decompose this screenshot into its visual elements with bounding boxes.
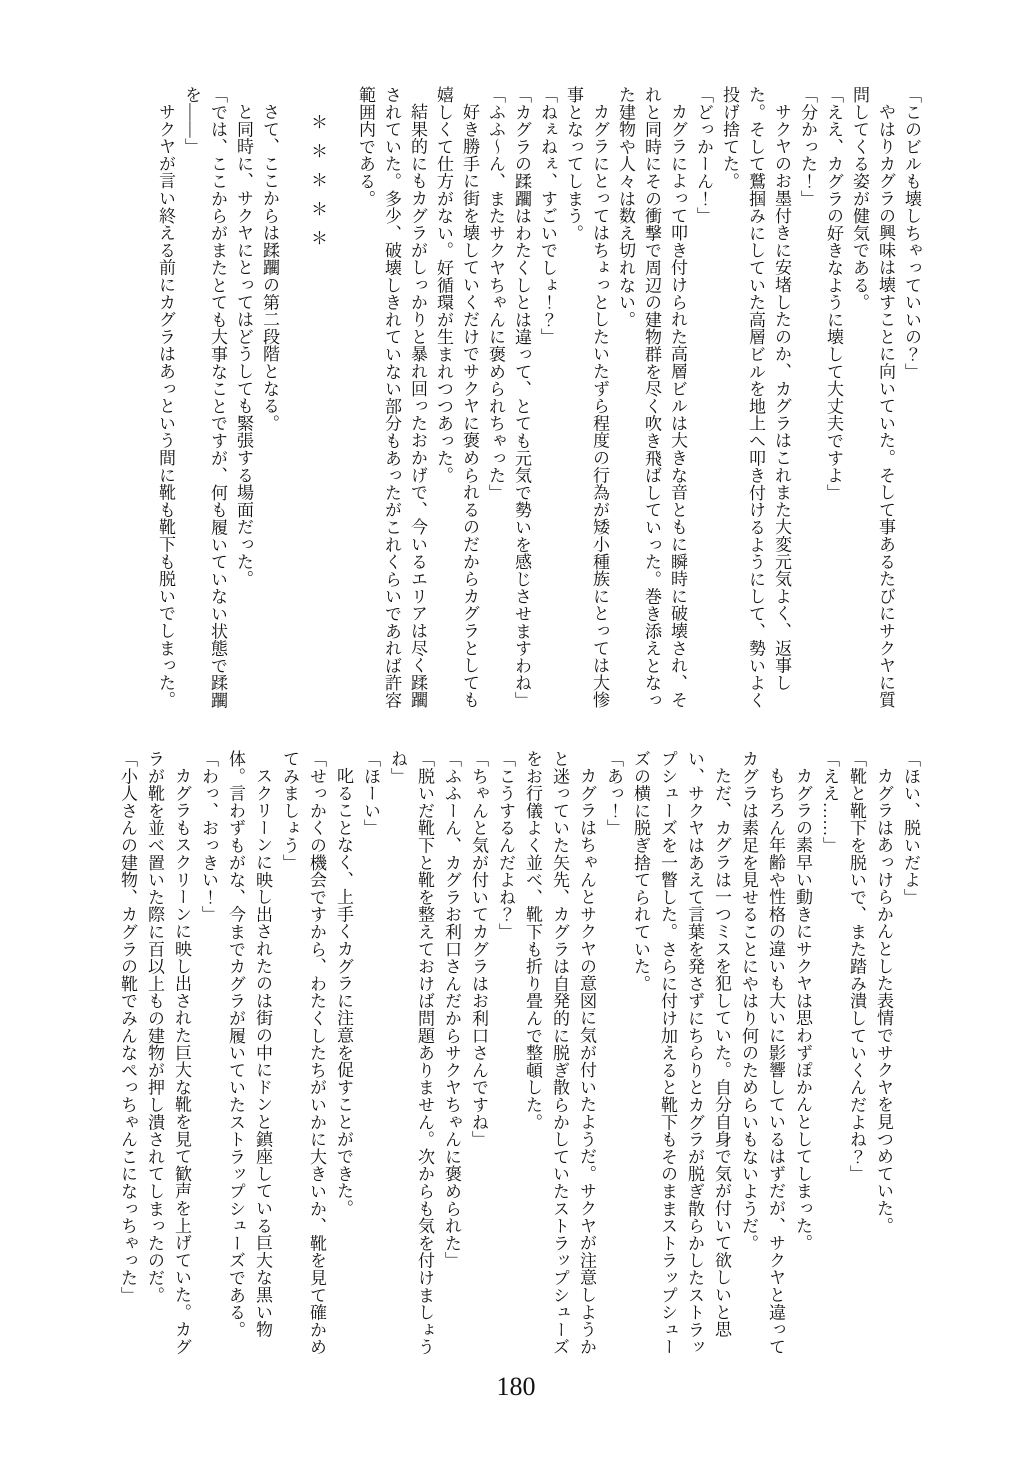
paragraph-dialogue: 「小人さんの建物、カグラの靴でみんなぺっちゃんこになっちゃった」 xyxy=(118,750,137,1304)
paragraph-dialogue: 「ほい、脱いだよ」 xyxy=(901,750,920,906)
paragraph-narration: スクリーンに映し出されたのは街の中にドンと鎮座している巨大な黒い物体。言わずもがな、今までカグラが履いていたストラップシューズである。 xyxy=(226,750,272,1339)
paragraph-dialogue: 「脱いだ靴下と靴を整えておけば問題ありません。次からも気を付けましょうね」 xyxy=(388,750,434,1356)
paragraph-narration: もちろん年齢や性格の違いも大いに影響しているはずだが、サクヤと違ってカグラは素足を見せることにやはり何のためらいもないようだ。 xyxy=(739,750,785,1356)
paragraph-narration: と同時に、サクヤにとってはどうしても緊張する場面だった。 xyxy=(234,103,253,588)
paragraph-dialogue: 「ええ……」 xyxy=(820,750,839,854)
paragraph-narration: サクヤのお墨付きに安堵したのか、カグラはこれまた大変元気よく、返事した。そして鷲掴みにしていた高層ビルを地上へ叩き付けるようにして、勢いよく投げ捨てた。 xyxy=(720,86,791,709)
paragraph-dialogue: 「こうするんだよね？」 xyxy=(496,750,515,941)
paragraph-narration: 叱ることなく、上手くカグラに注意を促すことができた。 xyxy=(334,767,353,1217)
paragraph-dialogue: 「では、ここからがまたとても大事なことですが、何も履いていない状態で蹂躙を――」 xyxy=(182,86,227,709)
paragraph-dialogue: 「靴と靴下を脱いで、また踏み潰していくんだよね？」 xyxy=(847,750,866,1183)
paragraph-dialogue: 「ちゃんと気が付いてカグラはお利口さんですね」 xyxy=(469,750,488,1148)
paragraph-narration: さて、ここからは蹂躙の第二段階となる。 xyxy=(260,103,279,432)
paragraph-narration: カグラもスクリーンに映し出された巨大な靴を見て歓声を上げていた。カグラが靴を並べ置いた際に百以上もの建物が押し潰されてしまったのだ。 xyxy=(145,750,191,1356)
paragraph-dialogue: 「わっ、おっきい！」 xyxy=(199,750,218,923)
paragraph-dialogue: 「ふふーん、カグラお利口さんだからサクヤちゃんに褒められた」 xyxy=(442,750,461,1269)
paragraph-narration: カグラによって叩き付けられた高層ビルは大きな音ともに瞬時に破壊され、それと同時にその衝撃で周辺の建物群を尽く吹き飛ばしていった。巻き添えとなった建物や人々は数え切れない。 xyxy=(616,86,687,709)
paragraph-narration: やはりカグラの興味は壊すことに向いていた。そして事あるたびにサクヤに質問してくる姿が健気である。 xyxy=(850,86,895,709)
paragraph-dialogue: 「あっ！」 xyxy=(604,750,623,837)
paragraph-narration: 結果的にもカグラがしっかりと暴れ回ったおかげで、今いるエリアは尽く蹂躙されていた。多少、破壊しきれていない部分もあったがこれくらいであれば許容範囲内である。 xyxy=(356,86,427,709)
paragraph-dialogue: 「ええ、カグラの好きなように壊して大丈夫ですよ」 xyxy=(824,86,843,502)
paragraph-narration: ただ、カグラは一つミスを犯していた。自分自身で気が付いて欲しいと思い、サクヤはあえて言葉を発さずにちらりとカグラが脱ぎ散らかしたストラップシューズを一瞥した。さらに付け加えると靴下もそのままストラップシューズの横に脱ぎ捨てられていた。 xyxy=(631,750,731,1356)
paragraph-dialogue: 「このビルも壊しちゃっていいの？」 xyxy=(902,86,921,381)
paragraph-narration: カグラにとってはちょっとしたいたずら程度の行為が矮小種族にとっては大惨事となってしまう。 xyxy=(564,86,609,709)
paragraph-dialogue: 「ほーい」 xyxy=(361,750,380,837)
paragraph-narration: カグラの素早い動きにサクヤは思わずぽかんとしてしまった。 xyxy=(793,767,812,1252)
text-section-top xyxy=(152,86,924,711)
paragraph-narration: カグラはあっけらかんとした表情でサクヤを見つめていた。 xyxy=(874,767,893,1235)
paragraph-dialogue: 「カグラの蹂躙はわたくしとは違って、とても元気で勢いを感じさせますわね」 xyxy=(512,86,531,709)
paragraph-dialogue: 「ふふ〜ん、またサクヤちゃんに褒められちゃった」 xyxy=(486,86,505,502)
scene-separator: ＊＊＊＊＊ xyxy=(308,113,327,258)
paragraph-dialogue: 「どっかーん！」 xyxy=(694,86,713,225)
text-section-bottom xyxy=(114,750,924,1372)
paragraph-dialogue: 「ねぇねぇ、すごいでしょ！？」 xyxy=(538,86,557,346)
paragraph-narration: サクヤが言い終える前にカグラはあっという間に靴も靴下も脱いでしまった。 xyxy=(156,103,175,709)
paragraph-narration: 好き勝手に街を壊していくだけでサクヤに褒められるのだからカグラとしても嬉しくて仕方がない。好循環が生まれつつあった。 xyxy=(434,86,479,709)
page-number: 180 xyxy=(496,1372,536,1401)
paragraph-narration: カグラはちゃんとサクヤの意図に気が付いたようだ。サクヤが注意しようかと迷っていた矢先、カグラは自発的に脱ぎ散らかしていたストラップシューズをお行儀よく並べ、靴下も折り畳んで整頓した。 xyxy=(523,750,596,1356)
paragraph-dialogue: 「分かった！」 xyxy=(798,86,817,208)
paragraph-dialogue: 「せっかくの機会ですから、わたくしたちがいかに大きいか、靴を見て確かめてみましょう」 xyxy=(280,750,326,1356)
